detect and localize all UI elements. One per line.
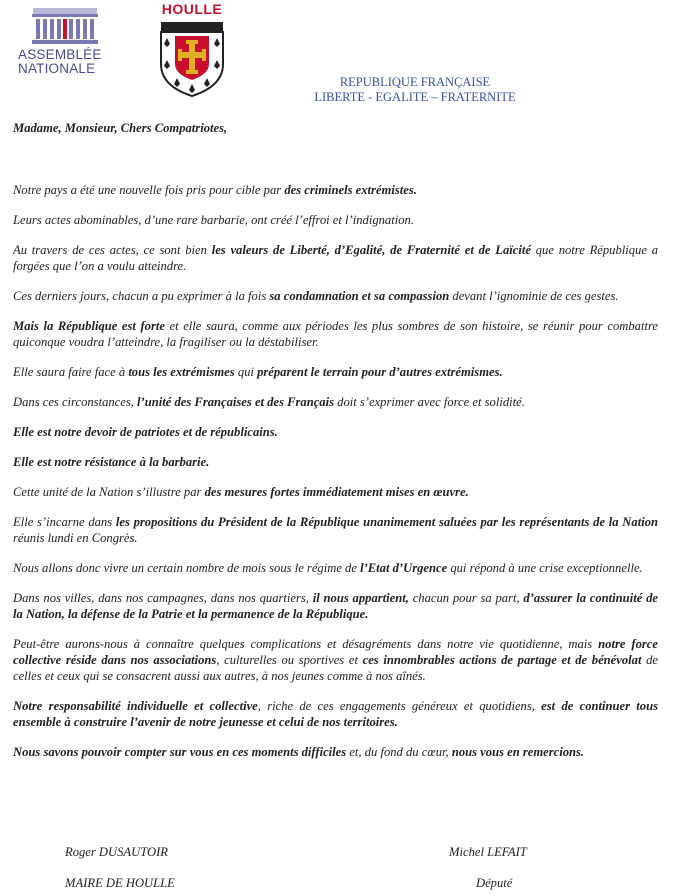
text-run: Elle saura faire face à	[13, 365, 129, 379]
paragraph	[13, 318, 658, 350]
text-run: et elle saura, comme aux périodes les plus sombres de son histoire, se réunir pour combattre quiconque voudra l’atteindre, la fragiliser ou la déstabiliser.	[13, 319, 659, 349]
paragraph	[13, 288, 658, 304]
assemblee-nationale-logo	[18, 8, 136, 86]
text-run: qui répond à une crise exceptionnelle.	[447, 561, 643, 575]
salutation: Madame, Monsieur, Chers Compatriotes,	[13, 121, 228, 135]
paragraph	[13, 454, 658, 470]
text-run: chacun pour sa part,	[408, 591, 524, 605]
paragraph	[13, 636, 658, 684]
text-run: Au travers de ces actes, ce sont bien	[13, 243, 212, 257]
text-run: Leurs actes abominables, d’une rare barbarie, ont créé l’effroi et l’indignation.	[13, 213, 414, 227]
assembly-text-line-2: NATIONALE	[18, 61, 96, 76]
bold-text-run: des mesures fortes immédiatement mises en œuvre.	[204, 485, 469, 499]
paragraph	[13, 364, 658, 380]
paragraph	[13, 242, 658, 274]
bold-text-run: est de continuer tous ensemble à construire l’avenir de notre jeunesse et celui de nos territoires.	[13, 699, 658, 729]
letter-paragraphs	[13, 182, 658, 760]
paragraph	[13, 744, 658, 760]
republic-line-1: REPUBLIQUE FRANÇAISE	[339, 75, 491, 89]
bold-text-run: l’Etat d’Urgence	[360, 561, 448, 575]
bold-text-run: sa condamnation et sa compassion	[269, 289, 450, 303]
deputy-title: Député	[476, 876, 513, 890]
paragraph	[13, 698, 658, 730]
text-run: Dans ces circonstances,	[13, 395, 138, 409]
mayor-name: Roger DUSAUTOIR	[65, 845, 168, 859]
text-run: Notre pays a été une nouvelle fois pris pour cible par	[13, 183, 285, 197]
mayor-title: MAIRE DE HOULLE	[65, 876, 175, 890]
paragraph	[13, 560, 658, 576]
text-run: , culturelles ou sportives et	[216, 653, 363, 667]
paragraph	[13, 424, 658, 440]
bold-text-run: notre force collective réside dans nos associations	[13, 637, 658, 667]
bold-text-run: les valeurs de Liberté, d’Egalité, de Fraternité et de Laïcité	[211, 243, 531, 257]
text-run: Peut-être aurons-nous à connaître quelques complications et désagréments dans notre vie quotidienne, mais	[13, 637, 599, 651]
paragraph	[13, 212, 658, 228]
text-run: Nous allons donc vivre un certain nombre de mois sous le régime de	[13, 561, 361, 575]
bold-text-run: les propositions du Président de la République unanimement saluées par les représentants de la Nation	[115, 515, 658, 529]
text-run: Dans nos villes, dans nos campagnes, dans nos quartiers,	[13, 591, 313, 605]
paragraph	[13, 514, 658, 546]
bold-text-run: des criminels extrémistes.	[284, 183, 417, 197]
bold-text-run: il nous appartient,	[312, 591, 409, 605]
bold-text-run: Elle est notre résistance à la barbarie.	[13, 455, 210, 469]
paragraph	[13, 590, 658, 622]
text-run: Cette unité de la Nation s’illustre par	[13, 485, 205, 499]
bold-text-run: nous vous en remercions.	[451, 745, 585, 759]
text-run: que notre République a forgées que l’on a voulu atteindre.	[13, 243, 659, 273]
commune-name: HOULLE	[161, 1, 223, 17]
deputy-name: Michel LEFAIT	[449, 845, 527, 859]
text-run: de celles et ceux qui se consacrent aussi aux autres, à nos jeunes comme à nos aînés.	[13, 653, 658, 683]
bold-text-run: Notre responsabilité individuelle et collective	[13, 699, 258, 713]
paragraph	[13, 484, 658, 500]
text-run: réunis lundi en Congrès.	[13, 531, 138, 545]
bold-text-run: l’unité des Françaises et des Français	[137, 395, 335, 409]
bold-text-run: tous les extrémismes	[128, 365, 235, 379]
assembly-text-line-1: ASSEMBLÉE	[18, 47, 102, 62]
text-run: doit s’exprimer avec force et solidité.	[334, 395, 525, 409]
text-run: qui	[234, 365, 258, 379]
assembly-building-icon	[30, 8, 100, 46]
bold-text-run: Nous savons pouvoir compter sur vous en ces moments difficiles	[13, 745, 347, 759]
republic-line-2: LIBERTE - EGALITE – FRATERNITE	[314, 90, 516, 104]
bold-text-run: ces innombrables actions de partage et de bénévolat	[362, 653, 642, 667]
bold-text-run: Elle est notre devoir de patriotes et de républicains.	[13, 425, 278, 439]
bold-text-run: d’assurer la continuité de la Nation, la défense de la Patrie et la permanence de la République.	[13, 591, 658, 621]
houlle-coat-of-arms	[150, 2, 234, 100]
bold-text-run: préparent le terrain pour d’autres extrémismes.	[257, 365, 503, 379]
text-run: Ces derniers jours, chacun a pu exprimer à la fois	[13, 289, 270, 303]
paragraph	[13, 182, 658, 198]
paragraph	[13, 394, 658, 410]
bold-text-run: Mais la République est forte	[13, 319, 165, 333]
text-run: , riche de ces engagements généreux et quotidiens,	[257, 699, 542, 713]
coat-of-arms-shield-icon	[157, 16, 227, 98]
text-run: Elle s’incarne dans	[13, 515, 116, 529]
republic-motto	[290, 75, 540, 105]
text-run: devant l’ignominie de ces gestes.	[449, 289, 619, 303]
letter-body	[13, 120, 658, 760]
text-run: et, du fond du cœur,	[346, 745, 452, 759]
